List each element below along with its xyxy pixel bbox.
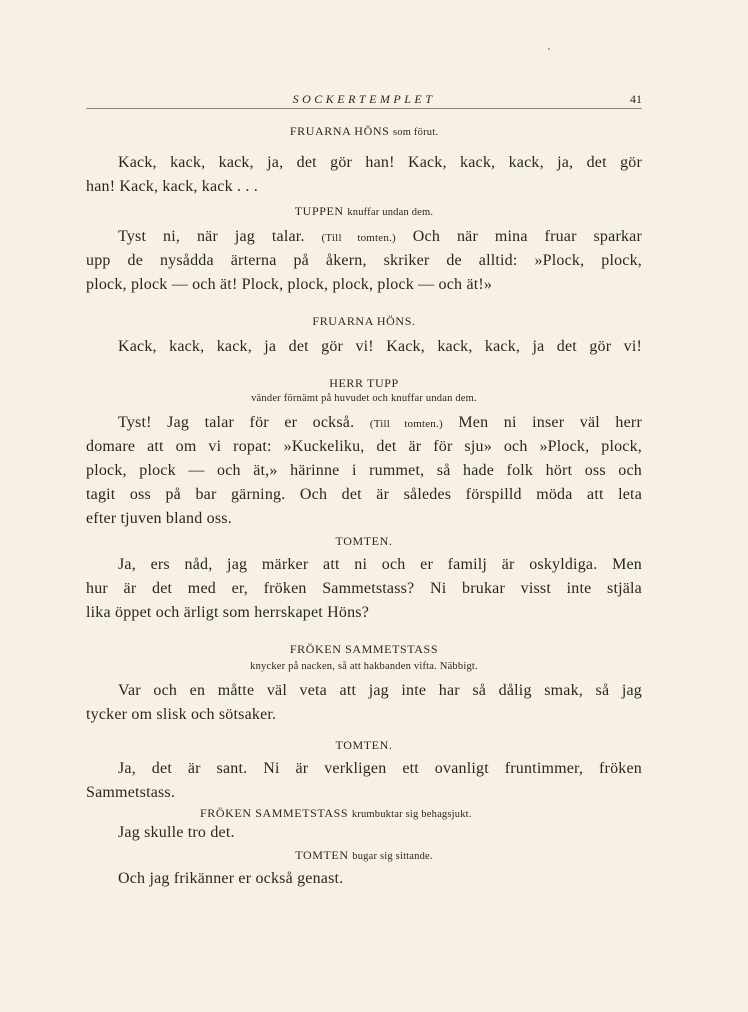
text-line: Sammetstass.: [86, 784, 176, 801]
speaker-heading: [86, 534, 642, 549]
text-line: Ja, ers nåd, jag märker att ni och er familj är oskyldiga. Men: [118, 556, 642, 573]
text-line: Kack, kack, kack, ja det gör vi! Kack, kack, kack, ja det gör vi!: [118, 338, 642, 355]
speaker-name: TOMTEN.: [335, 738, 393, 752]
speaker-name: FRÖKEN SAMMETSTASS: [200, 806, 349, 820]
page-number: 41: [630, 92, 642, 106]
text-line: Ja, det är sant. Ni är verkligen ett ovanligt fruntimmer, fröken: [118, 760, 642, 777]
text-line: hur är det med er, fröken Sammetstass? Ni brukar visst inte stjäla: [86, 580, 642, 597]
stage-direction: vänder förnämt på huvudet och knuffar undan dem.: [251, 393, 477, 404]
page-header: [86, 90, 642, 109]
line-text: Och när mina fruar sparkar: [412, 228, 642, 245]
text-line: Kack, kack, kack, ja, det gör han! Kack, kack, kack, ja, det gör: [118, 154, 642, 171]
inline-stage-direction: (Till tomten.): [369, 418, 443, 430]
text-line: Jag skulle tro det.: [118, 824, 235, 841]
speaker-name: FRÖKEN SAMMETSTASS: [289, 642, 439, 656]
speaker-heading: [86, 376, 642, 391]
stage-direction: som förut.: [393, 127, 439, 138]
text-line: tycker om slisk och sötsaker.: [86, 706, 277, 723]
text-line: Var och en måtte väl veta att jag inte har så dålig smak, så jag: [118, 682, 642, 699]
inline-stage-direction: (Till tomten.): [321, 232, 396, 244]
speaker-name: FRUARNA HÖNS: [289, 124, 390, 138]
speaker-name: FRUARNA HÖNS.: [312, 314, 416, 328]
speaker-heading: [86, 124, 642, 139]
speck-mark: [548, 48, 550, 50]
speaker-heading: [86, 642, 642, 657]
line-text: Tyst! Jag talar för er också.: [118, 414, 355, 431]
speaker-name: HERR TUPP: [329, 376, 399, 390]
stage-direction: krumbuktar sig behagsjukt.: [351, 809, 472, 820]
text-line: upp de nysådda ärterna på åkern, skriker de alltid: »Plock, plock,: [86, 252, 642, 269]
line-text: Tyst ni, när jag talar.: [118, 228, 305, 245]
speaker-name: TOMTEN.: [335, 534, 393, 548]
speaker-heading: [86, 204, 642, 219]
running-title: SOCKERTEMPLET: [292, 92, 436, 106]
text-line: lika öppet och ärligt som herrskapet Höns?: [86, 604, 369, 621]
stage-direction: bugar sig sittande.: [352, 851, 433, 862]
speaker-name: TUPPEN: [294, 204, 344, 218]
line-text: Men ni inser väl herr: [458, 414, 642, 431]
speaker-name: TOMTEN: [295, 848, 349, 862]
text-line: tagit oss på bar gärning. Och det är således förspilld möda att leta: [86, 486, 642, 503]
text-line: Och jag frikänner er också genast.: [118, 870, 344, 887]
speaker-heading: [86, 848, 642, 863]
text-line: plock, plock — och ät! Plock, plock, plock, plock — och ät!»: [86, 276, 493, 293]
stage-direction: knycker på nacken, så att hakbanden vifta. Näbbigt.: [250, 661, 478, 672]
speaker-heading: [200, 806, 642, 821]
text-line: domare att om vi ropat: »Kuckeliku, det är för sju» och »Plock, plock,: [86, 438, 642, 455]
text-line: plock, plock — och ät,» härinne i rummet, så hade folk hört oss och: [86, 462, 642, 479]
speaker-heading: [86, 314, 642, 329]
text-line: han! Kack, kack, kack . . .: [86, 178, 258, 195]
text-line: [118, 412, 642, 434]
stage-direction: knuffar undan dem.: [347, 207, 434, 218]
text-line: efter tjuven bland oss.: [86, 510, 232, 527]
speaker-heading: [86, 738, 642, 753]
text-line: [118, 226, 642, 248]
